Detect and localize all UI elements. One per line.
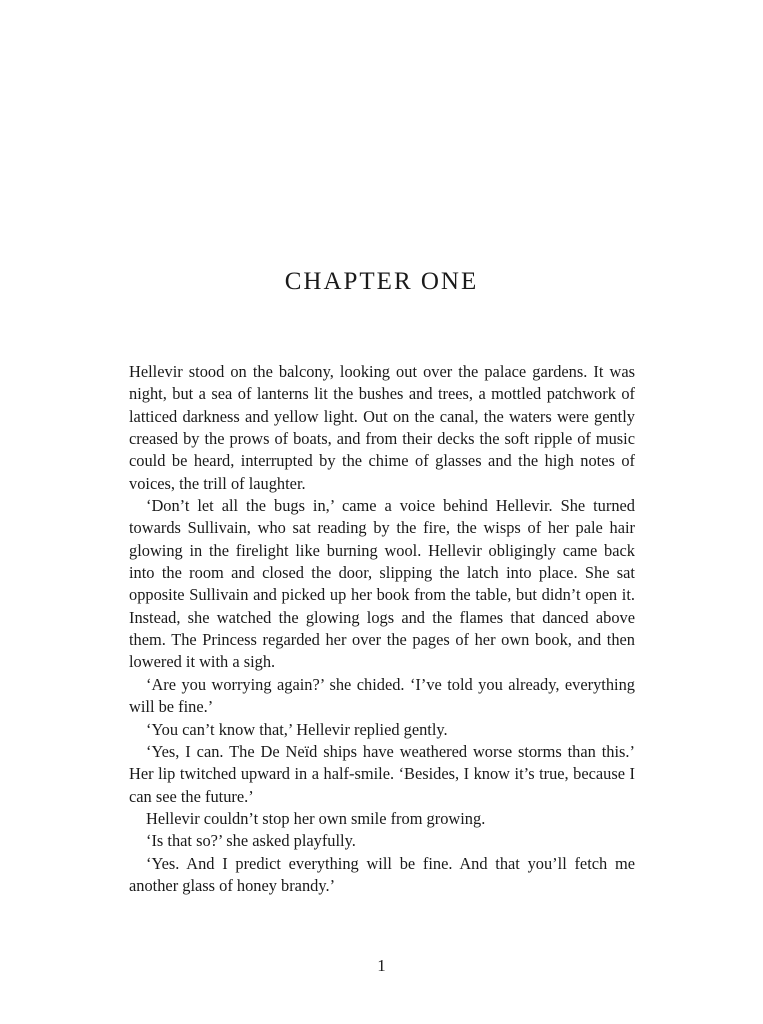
paragraph: ‘Are you worrying again?’ she chided. ‘I’ve told you already, everything will be fine.’ — [129, 674, 635, 717]
chapter-title: CHAPTER ONE — [284, 268, 479, 295]
paragraph: ‘Yes, I can. The De Neïd ships have weathered worse storms than this.’ Her lip twitched upward in a half-smile. ‘Besides, I know it’s true, because I can see the future.’ — [129, 741, 635, 806]
paragraph: ‘Don’t let all the bugs in,’ came a voice behind Hellevir. She turned towards Sullivain, who sat reading by the fire, the wisps of her pale hair glowing in the firelight like burning wool. Hellevir obligingly came back into the room and closed the door, slipping the latch into place. She sat opposite Sullivain and picked up her book from the table, but didn’t open it. Instead, she watched the glowing logs and the flames that danced above them. The Princess regarded her over the pages of her own book, and then lowered it with a sigh. — [129, 496, 635, 672]
paragraph: Hellevir stood on the balcony, looking out over the palace gardens. It was night, but a sea of lanterns lit the bushes and trees, a mottled patchwork of latticed darkness and yellow light. Out on the canal, the waters were gently creased by the prows of boats, and from their decks the soft ripple of music could be heard, interrupted by the chime of glasses and the high notes of voices, the trill of laughter. — [129, 362, 635, 493]
paragraph: Hellevir couldn’t stop her own smile from growing. — [146, 808, 486, 828]
paragraph: ‘You can’t know that,’ Hellevir replied gently. — [146, 719, 448, 739]
page-number: 1 — [377, 956, 386, 975]
paragraph: ‘Yes. And I predict everything will be fine. And that you’ll fetch me another glass of honey brandy.’ — [129, 853, 635, 895]
paragraph: ‘Is that so?’ she asked playfully. — [146, 831, 356, 851]
chapter-body — [129, 361, 635, 897]
